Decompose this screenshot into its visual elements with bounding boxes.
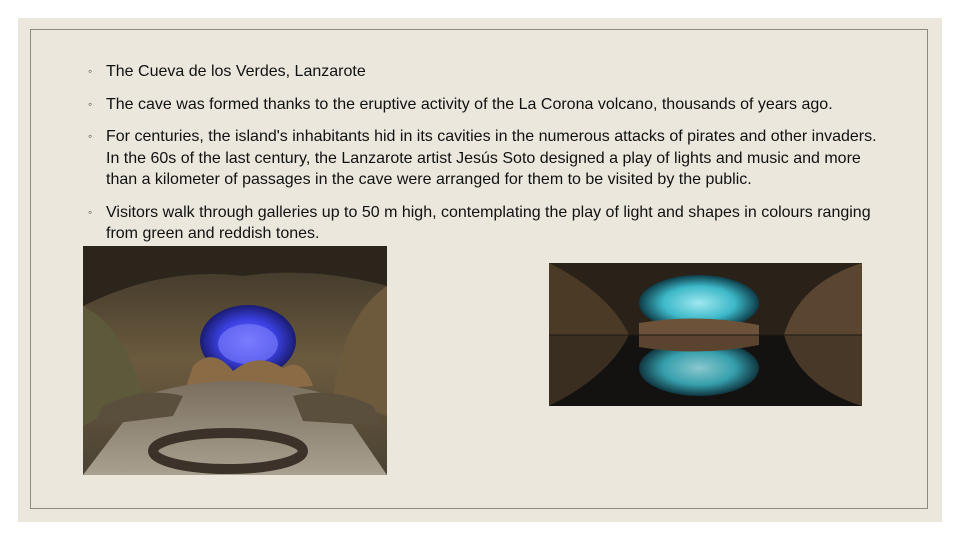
bullet-marker: ◦ <box>88 204 93 219</box>
bullet-item-4 <box>88 202 888 245</box>
bullet-text: The cave was formed thanks to the eruptive activity of the La Corona volcano, thousands of years ago. <box>106 95 833 113</box>
cave-interior-blue-light-photo <box>83 246 387 475</box>
cave-reflection-pool-photo <box>549 263 862 406</box>
bullet-marker: ◦ <box>88 64 93 78</box>
bullet-item-1 <box>88 61 888 83</box>
bullet-marker: ◦ <box>88 129 93 143</box>
bullet-marker: ◦ <box>88 96 93 111</box>
bullet-item-2 <box>88 94 888 116</box>
slide <box>18 18 942 522</box>
bullet-text: For centuries, the island's inhabitants hid in its cavities in the numerous attacks of pirates and other invaders. In the 60s of the last century, the Lanzarote artist Jesús Soto designed a play of lights and music and more than a kilometer of passages in the cave were arranged for them to be visited by the public. <box>106 128 877 188</box>
bullet-item-3 <box>88 126 888 191</box>
bullet-text: Visitors walk through galleries up to 50 m high, contemplating the play of light and shapes in colours ranging from green and reddish tones. <box>106 203 871 242</box>
bullet-text: The Cueva de los Verdes, Lanzarote <box>106 63 366 80</box>
bullet-list <box>88 61 888 256</box>
